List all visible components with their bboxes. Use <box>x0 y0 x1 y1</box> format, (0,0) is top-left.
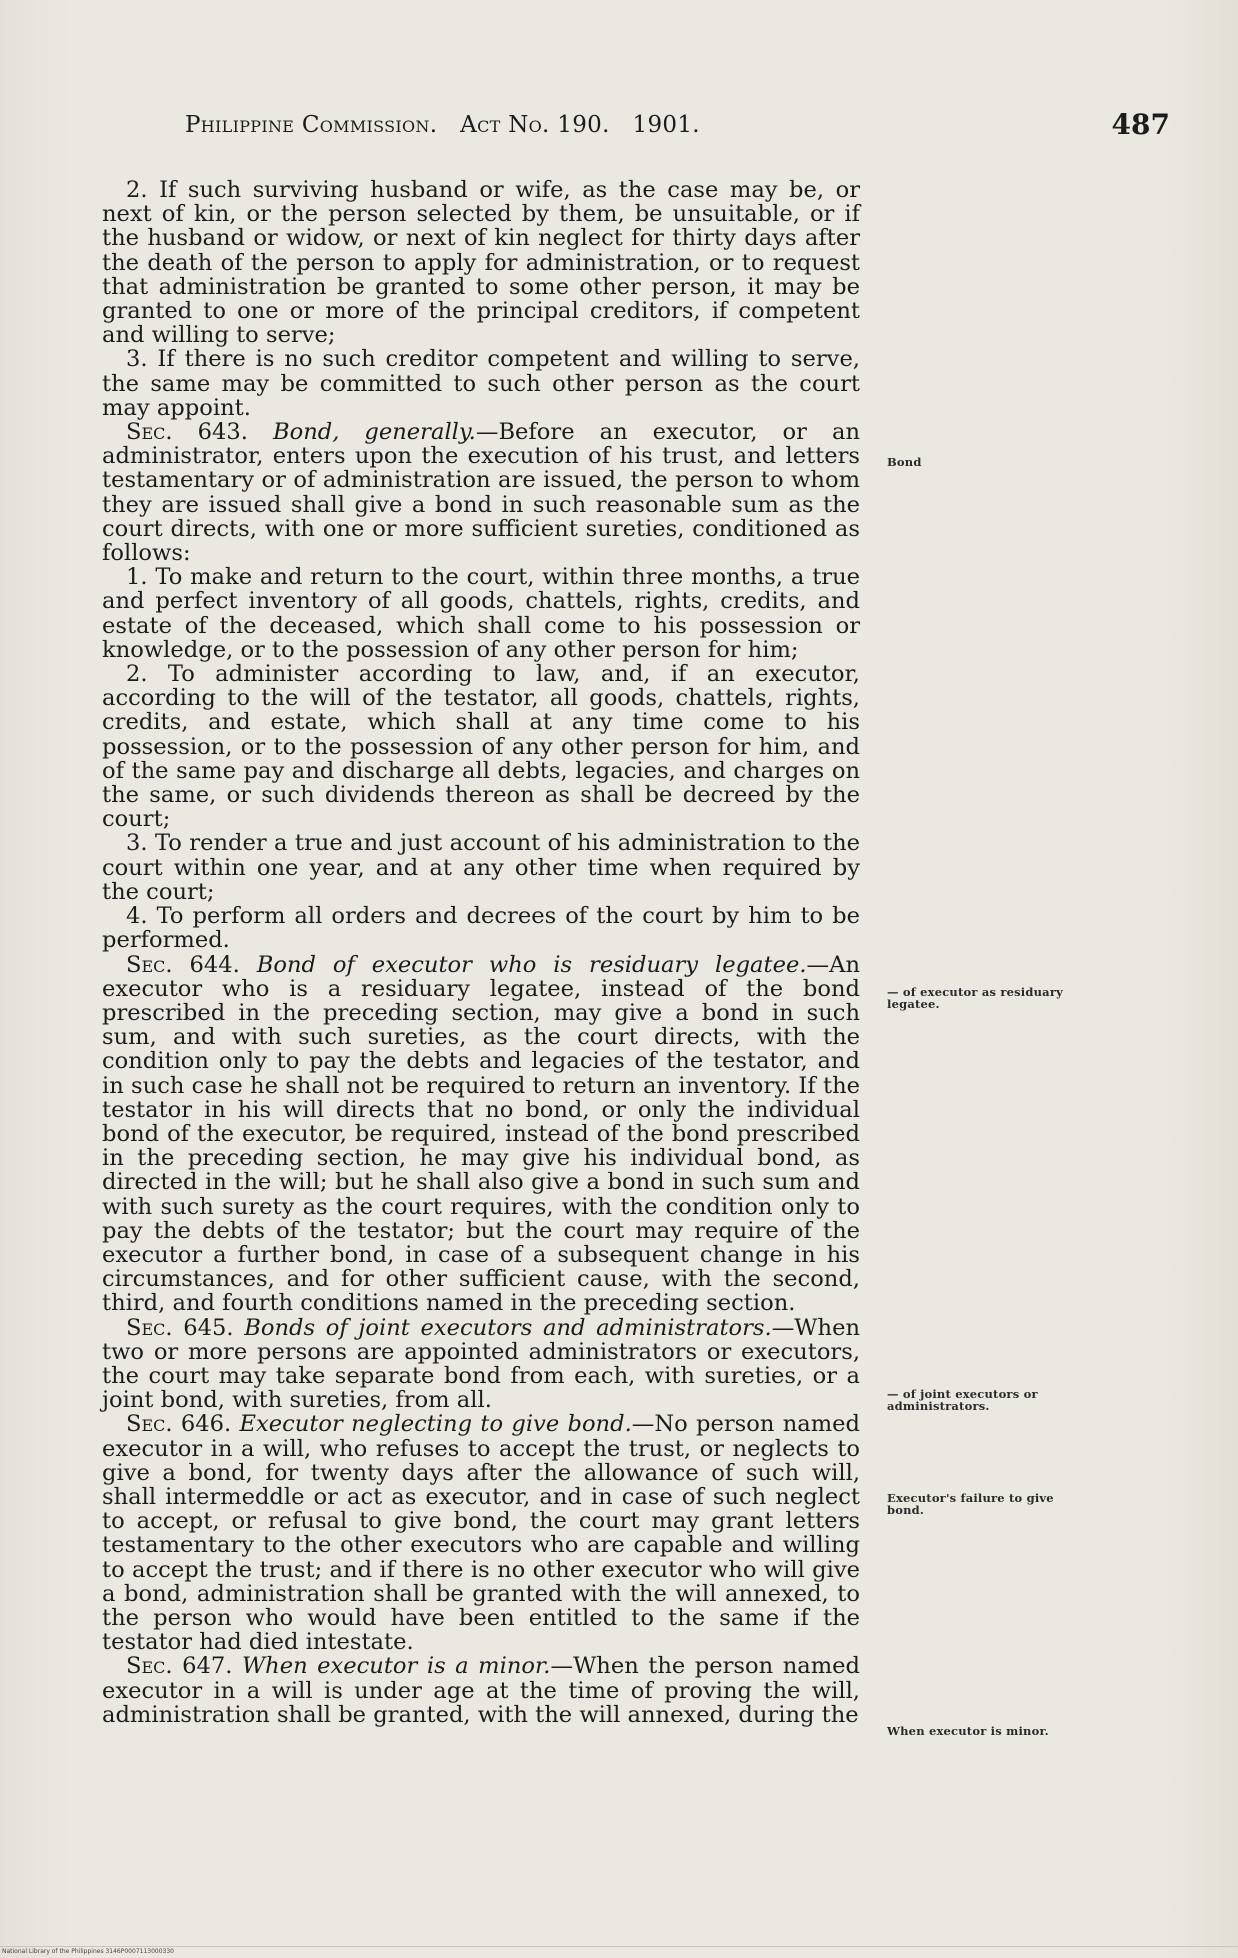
paragraph: 2. If such surviving husband or wife, as the case may be, or next of kin, or the person selected by them, be unsuitable, or if the husband or widow, or next of kin neglect for thirty days after the death of the person to apply for administration, or to request that administration be granted to some other person, it may be granted to one or more of the principal creditors, if competent and willing to serve; <box>102 177 860 349</box>
scan-credit: National Library of the Philippines 3146P0007113000330 <box>2 1948 174 1955</box>
paragraph: 3. If there is no such creditor competent and willing to serve, the same may be committed to such other person as the court may appoint. <box>102 346 860 421</box>
margin-note-executor-minor: When executor is minor. <box>887 1724 1049 1738</box>
section-paragraph: Sec. 646. Executor neglecting to give bond.—No person named executor in a will, who refuses to accept the trust, or neglects to give a bond, for twenty days after the allowance of such will, shall intermeddle or act as executor, and in case of such neglect to accept, or refusal to give bond, the court may grant letters testamentary to the other executors who are capable and willing to accept the trust; and if there is no other executor who will give a bond, administration shall be granted with the will annexed, to the person who would have been entitled to the same if the testator had died intestate. <box>102 1411 861 1656</box>
section-heading: Executor neglecting to give bond. <box>239 1411 632 1438</box>
commission-name: Philippine Commission. <box>185 112 438 138</box>
margin-note-executor-failure: Executor's failure to give bond. <box>887 1491 1054 1517</box>
paragraph: 2. To administer according to law, and, if an executor, according to the will of the testator, all goods, chattels, rights, credits, and estate, which shall at any time come to his possession, or to the possession of any other person for him, and of the same pay and discharge all debts, legacies, and charges on the same, or such dividends thereon as shall be decreed by the court; <box>102 661 860 833</box>
section-label: Sec. 645. <box>126 1314 234 1341</box>
scan-edge-line <box>0 1946 1238 1947</box>
act-year: 1901. <box>632 112 700 138</box>
paragraph: 1. To make and return to the court, within three months, a true and perfect inventory of all goods, chattels, rights, credits, and estate of the deceased, which shall come to his possession or knowledge, or to the possession of any other person for him; <box>102 564 860 663</box>
section-label: Sec. 644. <box>126 951 240 978</box>
section-label: Sec. 643. <box>126 419 248 446</box>
margin-note-joint-executors: — of joint executors or administrators. <box>887 1387 1038 1413</box>
section-paragraph: Sec. 644. Bond of executor who is residuary legatee.—An executor who is a residuary legatee, instead of the bond prescribed in the preceding section, may give a bond in such sum, and with such sureties, as the court directs, with the condition only to pay the debts and legacies of the testator, and in such case he shall not be required to return an inventory. If the testator in his will directs that no bond, or only the individual bond of the executor, be required, instead of the bond prescribed in the preceding section, he may give his individual bond, as directed in the will; but he shall also give a bond in such sum and with such surety as the court requires, with the condition only to pay the debts of the testator; but the court may require of the executor a further bond, in case of a subsequent change in his circumstances, and for other sufficient cause, with the second, third, and fourth conditions named in the preceding section. <box>102 951 860 1317</box>
section-paragraph: Sec. 645. Bonds of joint executors and administrators.—When two or more persons are appointed administrators or executors, the court may take separate bond from each, with sureties, or a joint bond, with sureties, from all. <box>102 1314 860 1414</box>
paragraph: 3. To render a true and just account of his administration to the court within one year, and at any other time when required by the court; <box>102 830 860 905</box>
margin-note-residuary-legatee: — of executor as residuary legatee. <box>887 985 1063 1011</box>
section-paragraph: Sec. 643. Bond, generally.—Before an executor, or an administrator, enters upon the execution of his trust, and letters testamentary or of administration are issued, the person to whom they are issued shall give a bond in such reasonable sum as the court directs, with one or more sufficient sureties, conditioned as follows: <box>102 419 861 567</box>
page-number: 487 <box>1111 108 1170 141</box>
section-heading: Bond, generally. <box>272 419 476 446</box>
body-text <box>102 178 860 1727</box>
section-heading: When executor is a minor. <box>241 1653 551 1680</box>
section-label: Sec. 646. <box>126 1411 232 1438</box>
paragraph: 4. To perform all orders and decrees of the court by him to be performed. <box>102 903 860 954</box>
section-heading: Bonds of joint executors and administrators. <box>244 1314 772 1341</box>
margin-note-bond: Bond <box>887 455 922 469</box>
running-head <box>185 108 1170 152</box>
section-heading: Bond of executor who is residuary legatee. <box>256 951 807 978</box>
section-paragraph: Sec. 647. When executor is a minor.—When the person named executor in a will is under age at the time of proving the will, administration shall be granted, with the will annexed, during the <box>102 1653 860 1728</box>
running-title <box>185 112 700 138</box>
act-number: Act No. 190. <box>460 112 610 138</box>
section-label: Sec. 647. <box>126 1653 233 1680</box>
